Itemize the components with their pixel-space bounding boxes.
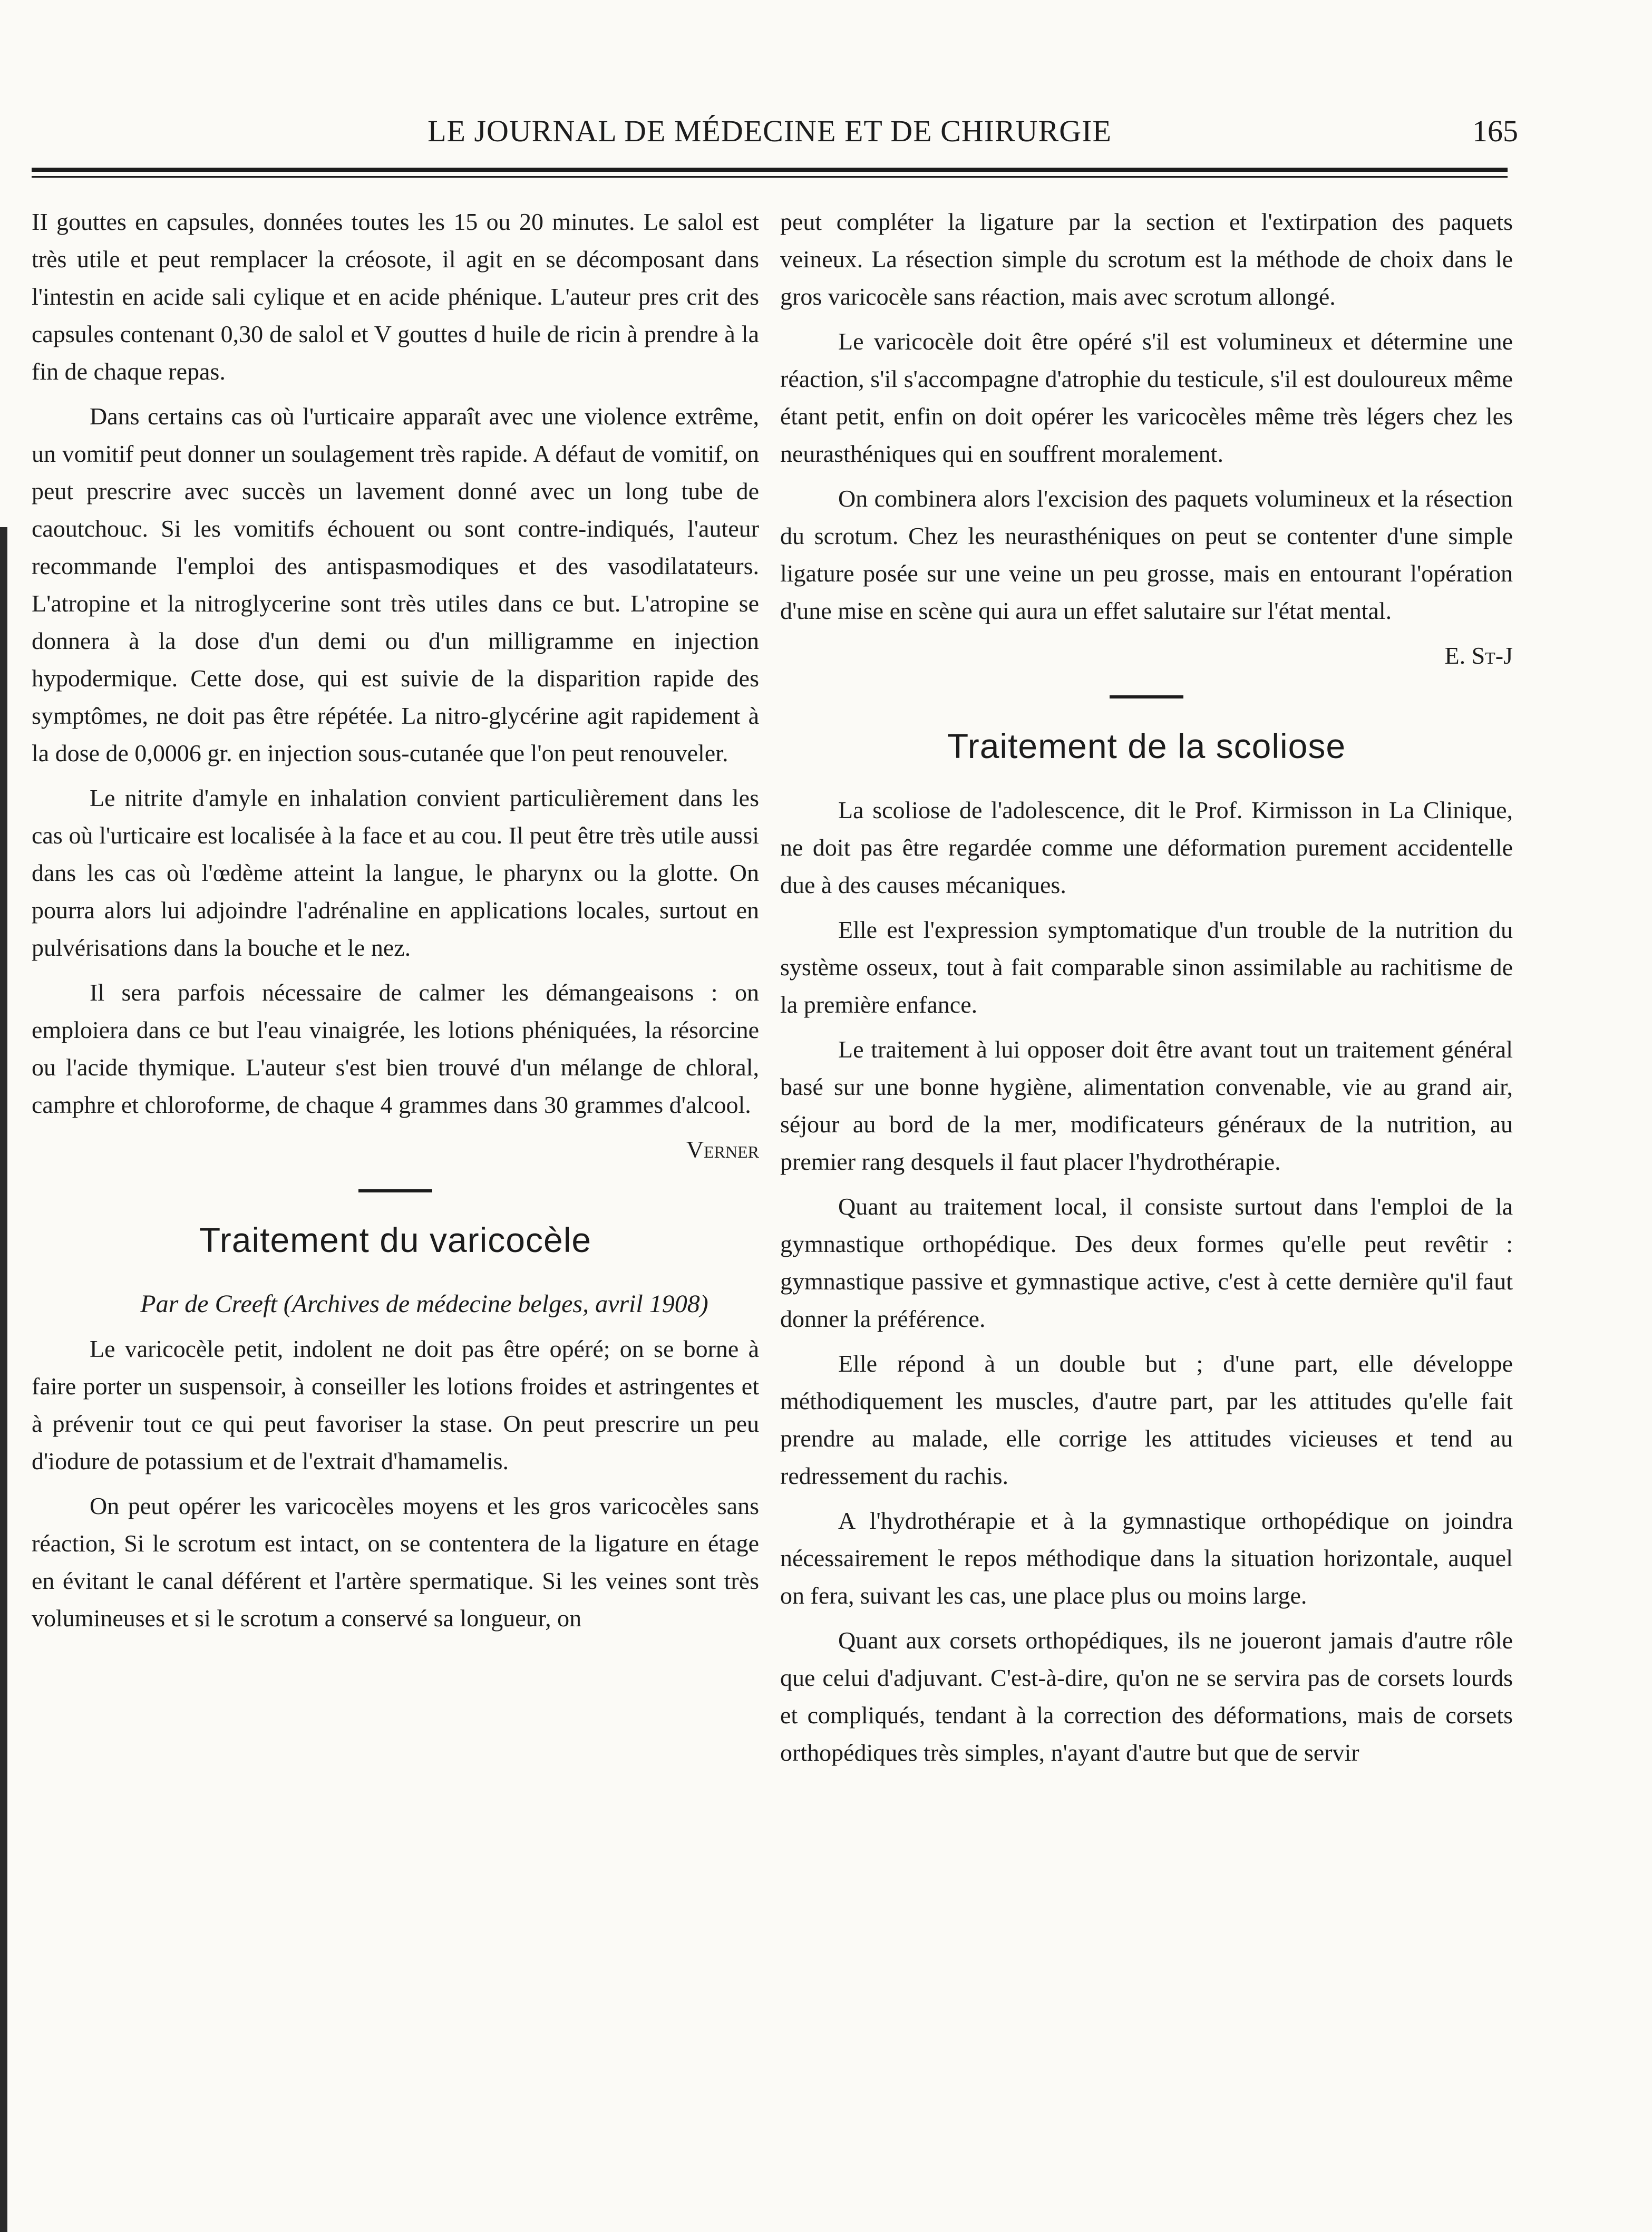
paragraph: Dans certains cas où l'urticaire apparaît avec une violence extrême, un vomitif peut donner un soulagement très rapide. A défaut de vomitif, on peut prescrire avec succès un lavement donné avec un long tube de caoutchouc. Si les vomitifs échouent ou sont contre-indiqués, l'auteur recommande l'emploi des antispasmodiques et des vasodilatateurs. L'atropine et la nitroglycerine sont très utiles dans ce but. L'atropine se donnera à la dose d'un demi ou d'un milligramme en injection hypodermique. Cette dose, qui est suivie de la disparition rapide des symptômes, ne doit pas être répétée. La nitro-glycérine agit rapidement à la dose de 0,0006 gr. en injection sous-cutanée que l'on peut renouveler.: [32, 403, 759, 766]
paragraph: Il sera parfois nécessaire de calmer les démangeaisons : on emploiera dans ce but l'eau vinaigrée, les lotions phéniquées, la résorcine ou l'acide thymique. L'auteur s'est bien trouvé d'un mélange de chloral, camphre et chloroforme, de chaque 4 grammes dans 30 grammes d'alcool.: [32, 979, 759, 1118]
paragraph: La scoliose de l'adolescence, dit le Prof. Kirmisson in La Clinique, ne doit pas être regardée comme une déformation purement accidentelle due à des causes mécaniques.: [780, 797, 1513, 898]
paragraph: Le varicocèle petit, indolent ne doit pas être opéré; on se borne à faire porter un suspensoir, à conseiller les lotions froides et astringentes et à prévenir tout ce qui peut favoriser la stase. On peut prescrire un peu d'iodure de potassium et de l'extrait d'hamamelis.: [32, 1335, 759, 1474]
paragraph: Elle est l'expression symptomatique d'un trouble de la nutrition du système osseux, tout à fait comparable sinon assimilable au rachitisme de la première enfance.: [780, 916, 1513, 1018]
paragraph: On combinera alors l'excision des paquets volumineux et la résection du scrotum. Chez les neurasthéniques on peut se contenter d'une simple ligature posée sur une veine un peu grosse, mais en entourant l'opération d'une mise en scène qui aura un effet salutaire sur l'état mental.: [780, 485, 1513, 624]
paragraph: Quant au traitement local, il consiste surtout dans l'emploi de la gymnastique orthopédique. Des deux formes qu'elle peut revêtir : gymnastique passive et gymnastique active, c'est à cette dernière qu'il faut donner la préférence.: [780, 1193, 1513, 1332]
page-number: 165: [1472, 114, 1518, 148]
running-title: LE JOURNAL DE MÉDECINE ET DE CHIRURGIE: [427, 114, 1112, 148]
paragraph: Le traitement à lui opposer doit être avant tout un traitement général basé sur une bonne hygiène, alimentation convenable, vie au grand air, séjour au bord de la mer, modificateurs généraux de la nutrition, au premier rang desquels il faut placer l'hydrothérapie.: [780, 1036, 1513, 1175]
author-signature: E. St-J: [1444, 642, 1513, 669]
paragraph: peut compléter la ligature par la section et l'extirpation des paquets veineux. La résection simple du scrotum est la méthode de choix dans le gros varicocèle sans réaction, mais avec scrotum allongé.: [780, 208, 1513, 310]
page-header: [32, 113, 1518, 156]
section-divider: [358, 1189, 432, 1192]
article-title: Traitement de la scoliose: [947, 726, 1346, 765]
paragraph: On peut opérer les varicocèles moyens et les gros varicocèles sans réaction, Si le scrotum est intact, on se contentera de la ligature en étage en évitant le canal déférent et l'artère spermatique. Si les veines sont très volumineuses et si le scrotum a conservé sa longueur, on: [32, 1492, 759, 1632]
paragraph: A l'hydrothérapie et à la gymnastique orthopédique on joindra nécessairement le repos méthodique dans la situation horizontale, auquel on fera, suivant les cas, une place plus ou moins large.: [780, 1507, 1513, 1609]
author-signature: Verner: [686, 1136, 759, 1163]
paragraph: Le nitrite d'amyle en inhalation convient particulièrement dans les cas où l'urticaire est localisée à la face et au cou. Il peut être très utile aussi dans les cas où l'œdème atteint la langue, le pharynx ou la glotte. On pourra alors lui adjoindre l'adrénaline en applications locales, surtout en pulvérisations dans la bouche et le nez.: [32, 784, 759, 961]
scan-edge-shadow: [0, 527, 7, 2232]
section-divider: [1110, 695, 1183, 698]
paragraph: Le varicocèle doit être opéré s'il est volumineux et détermine une réaction, s'il s'accompagne d'atrophie du testicule, s'il est douloureux même étant petit, enfin on doit opérer les varicocèles même très légers chez les neurasthéniques qui en souffrent moralement.: [780, 328, 1513, 467]
right-column: [780, 203, 1513, 1779]
article-title: Traitement du varicocèle: [199, 1220, 592, 1259]
article-byline: Par de Creeft (Archives de médecine belges, avril 1908): [140, 1290, 708, 1318]
header-rule-thin: [32, 176, 1508, 178]
header-rule: [32, 168, 1508, 172]
paragraph: Quant aux corsets orthopédiques, ils ne joueront jamais d'autre rôle que celui d'adjuvant. C'est-à-dire, qu'on ne se servira pas de corsets lourds et compliqués, tendant à la correction des déformations, mais de corsets orthopédiques très simples, n'ayant d'autre but que de servir: [780, 1627, 1513, 1766]
paragraph: II gouttes en capsules, données toutes les 15 ou 20 minutes. Le salol est très utile et peut remplacer la créosote, il agit en se décomposant dans l'intestin en acide sali cylique et en acide phénique. L'auteur pres crit des capsules contenant 0,30 de salol et V gouttes d huile de ricin à prendre à la fin de chaque repas.: [32, 208, 759, 385]
paragraph: Elle répond à un double but ; d'une part, elle développe méthodiquement les muscles, d'autre part, par les attitudes qu'elle fait prendre au malade, elle corrige les attitudes vicieuses et tend au redressement du rachis.: [780, 1350, 1513, 1489]
left-column: [32, 203, 759, 1644]
